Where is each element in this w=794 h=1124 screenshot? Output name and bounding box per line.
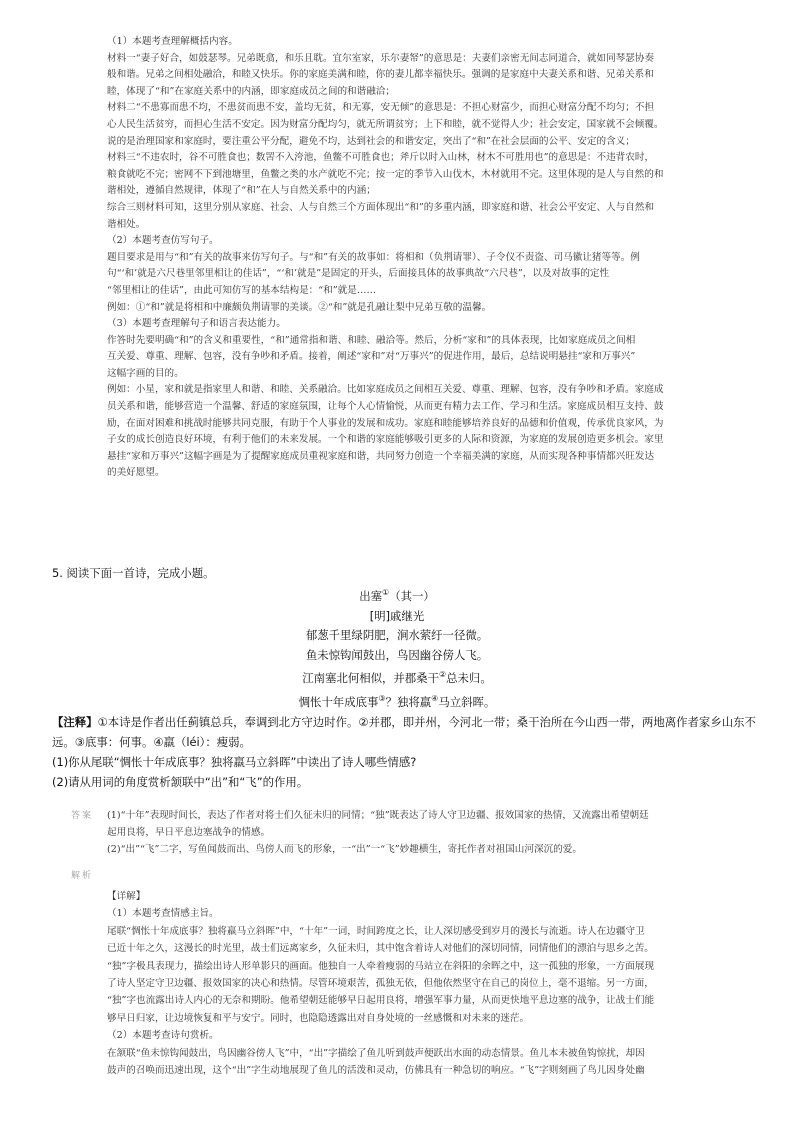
poem-text: 马立斜晖。 — [438, 694, 496, 709]
sub-question-2: (2)请从用词的角度赏析颔联中“出”和“飞”的作用。 — [52, 775, 309, 789]
notes-text: ①本诗是作者出任蓟镇总兵，奉调到北方守边时作。②并郡，即并州，今河北一带；桑干治所在今山西一带，两地离作者家乡山东不 — [97, 715, 756, 729]
answer-line: 作答时先要明确“和”的含义和重要性，“和”通常指和谐、和睦、融洽等。然后，分析“家和”的具体表现，比如家庭成员之间相 — [107, 334, 636, 346]
answer-line: 心人民生活贫穷，而担心生活不安定。因为财富分配均匀，就无所谓贫穷；上下和睦，就不觉得人少；社会安定，国家就不会倾覆。 — [107, 118, 664, 130]
poem-text: 江南塞北何相似，并郡桑干 — [302, 671, 439, 685]
answer-line: （3）本题考查理解句子和语言表达能力。 — [107, 318, 286, 330]
poem-line: 郁葱千里绿阴肥，涧水萦纡一径微。 — [305, 628, 489, 642]
answer-line: （2）本题考查仿写句子。 — [107, 235, 219, 247]
poem — [52, 583, 742, 712]
question-stem: 5. 阅读下面一首诗，完成小题。 — [52, 566, 215, 580]
answer-label: 答案 — [71, 811, 94, 821]
analysis-line: “独”字也流露出诗人内心的无奈和期盼。他希望朝廷能够早日起用良将，增强军事力量，从而更快地平息边塞的战争，让战士们能 — [107, 995, 655, 1007]
answer-line: 子女的成长创造良好环境，有利于他们的未来发展。一个和谐的家庭能够吸引更多的人际和资源，为家庭的发展创造更多机会。家里 — [107, 434, 664, 446]
analysis-line: 已近十年之久，这漫长的时光里，战士们远离家乡，久征未归，其中饱含着诗人对他们的深切同情，同情他们的漂泊与思乡之苦。 — [107, 943, 654, 955]
analysis-label: 解析 — [71, 871, 94, 881]
answer-line: 例如：①“和”就是将相和中廉颇负荆请罪的美谈。②“和”就是孔融让梨中兄弟互敬的温馨。 — [107, 301, 492, 313]
analysis-line: 够早日归家，让边境恢复和平与安宁。同时，也隐隐透露出对自身处境的一丝感慨和对未来的迷茫。 — [107, 1012, 530, 1024]
answer-line: “邻里相让的佳话”，由此可知仿写的基本结构是：“和”就是…… — [107, 284, 377, 296]
answer-line: 谐相处。 — [107, 218, 146, 230]
answer-line: (2)“出”“飞”二字，写鱼闻鼓而出、鸟傍人而飞的形象，一“出”一“飞”妙趣横生，寄托作者对祖国山河深沉的爱。 — [107, 844, 582, 855]
answer-line: 悬挂“家和万事兴”这幅字画是为了提醒家庭成员重视家庭和谐，共同努力创造一个幸福美满的家庭，从而实现各种事情都兴旺发达 — [107, 450, 655, 462]
answer-line: 句“‘和’就是六尺巷里邻里相让的佳话”，“‘和’就是”是固定的开头，后面接具体的故事典故“六尺巷”，以及对故事的定性 — [107, 268, 610, 280]
footnote-marker: ① — [382, 588, 390, 597]
poem-text: 惆怅十年成底事 — [298, 694, 379, 709]
poem-line — [52, 665, 742, 689]
answer-line: 谐相处，遵循自然规律，体现了“和”在人与自然关系中的内涵； — [107, 185, 376, 197]
sub-question-1: (1)你从尾联“惆怅十年成底事？独将羸马立斜晖”中读出了诗人哪些情感? — [52, 755, 417, 769]
analysis-line: “独”字极具表现力，描绘出诗人形单影只的画面。他独自一人牵着瘦弱的马站立在斜阳的余晖之中，这一孤独的形象，一方面展现 — [107, 960, 655, 972]
analysis-line: 鼓声的召唤而迅速出现，这个“出”字生动地展现了鱼儿的活泼和灵动，仿佛具有一种急切的响应。“飞”字则刻画了鸟儿因身处幽 — [107, 1065, 645, 1077]
footnote-marker: ④ — [431, 693, 439, 703]
poem-author: [明]戚继光 — [369, 608, 425, 623]
analysis-section — [107, 888, 729, 1079]
question-5 — [52, 563, 756, 792]
answer-line: 睦，体现了“和”在家庭关系中的内涵，即家庭成员之间的和谐融洽； — [107, 85, 396, 97]
answer-line: 说的是治理国家和家庭时，要注重公平分配，避免不均，达到社会的和谐安定，突出了“和”在社会层面的公平、安定的含义； — [107, 135, 635, 147]
answer-line: （1）本题考查理解概括内容。 — [107, 36, 238, 47]
answer-line: 般和谐。兄弟之间相处融洽，和睦又快乐。你的家庭美满和睦，你的妻儿都幸福快乐。强调的是家庭中夫妻关系和谐、兄弟关系和 — [107, 69, 654, 81]
poem-title: 出塞 — [359, 589, 383, 603]
answer-line: 这幅字画的目的。 — [107, 367, 184, 379]
answer-section — [107, 807, 727, 858]
answer-line: 例如：小星，家和就是指家里人和谐、和睦、关系融洽。比如家庭成员之间相互关爱、尊重、理解、包容，没有争吵和矛盾。家庭成 — [107, 384, 664, 396]
answer-line: (1)“十年”表现时间长，表达了作者对将士们久征未归的同情；“独”既表达了诗人守卫边疆、报效国家的热情，又流露出希望朝廷 — [107, 810, 649, 821]
analysis-line: 在颔联“鱼未惊钩闻鼓出，鸟因幽谷傍人飞”中，“出”字描绘了鱼儿听到鼓声便跃出水面的动态情景。鱼儿本未被鱼钩惊扰，却因 — [107, 1047, 645, 1059]
poem-text: ？独将羸 — [385, 694, 432, 709]
analysis-line: 【详解】 — [107, 891, 146, 902]
answer-line: 的美好愿望。 — [107, 467, 165, 479]
answer-line: 励，在面对困难和挑战时能够共同克服，有助于个人事业的发展和成功。家庭和睦能够培养良好的品德和价值观，传承优良家风，为 — [107, 417, 664, 429]
poem-title-suffix: （其一） — [389, 589, 435, 603]
analysis-line: 尾联“惆怅十年成底事？独将羸马立斜晖”中，“十年”一词，时间跨度之长，让人深切感受到岁月的漫长与流逝。诗人在边疆守卫 — [107, 925, 645, 937]
poem-title-line — [52, 583, 742, 607]
poem-line — [52, 689, 742, 713]
answer-line: 粮食就吃不完；密网不下到池塘里，鱼鳖之类的水产就吃不完；按一定的季节入山伐木，木材就用不完。这里体现的是人与自然的和 — [107, 168, 664, 180]
answer-line: 题目要求是用与“和”有关的故事来仿写句子。与“和”有关的故事如：将相和（负荆请罪）、子令仪不责盗、司马徽让猪等等。例 — [107, 251, 640, 263]
analysis-line: （1）本题考查情感主旨。 — [107, 908, 219, 920]
answer-line: 起用良将，早日平息边塞战争的情感。 — [107, 827, 271, 838]
poem-line: 鱼未惊钩闻鼓出，鸟因幽谷傍人飞。 — [305, 647, 489, 662]
answer-line: 员关系和谐，能够营造一个温馨、舒适的家庭氛围，让每个人心情愉悦，从而更有精力去工作、学习和生活。家庭成员相互支持、鼓 — [107, 401, 664, 413]
answer-line: 材料二“不患寡而患不均，不患贫而患不安，盖均无贫，和无寡，安无倾”的意思是：不担心财富少，而担心财富分配不均匀；不担 — [107, 102, 655, 114]
notes-text-continued: 远。③底事：何事。④羸（léi）：瘦弱。 — [52, 735, 251, 749]
answer-line: 综合三则材料可知，这里分别从家庭、社会、人与自然三个方面体现出“和”的多重内涵，即家庭和谐、社会公平安定、人与自然和 — [107, 201, 655, 213]
footnote-marker: ③ — [378, 693, 386, 703]
answer-line: 材料三“不违农时，谷不可胜食也；数罟不入洿池，鱼鳖不可胜食也；斧斤以时入山林，材木不可胜用也”的意思是：不违背农时， — [107, 152, 655, 164]
previous-question-answer — [107, 34, 719, 482]
footnote-marker: ② — [438, 670, 447, 679]
analysis-line: 了诗人坚定守卫边疆、报效国家的决心和热情。尽管环境艰苦，孤独无依，但他依然坚守在自己的岗位上，毫不退缩。另一方面， — [107, 978, 654, 990]
poem-notes — [52, 712, 756, 732]
analysis-line: （2）本题考查诗句赏析。 — [107, 1030, 219, 1042]
answer-line: 材料一“妻子好合，如鼓瑟琴。兄弟既翕，和乐且耽。宜尔室家，乐尔妻帑”的意思是：夫妻们亲密无间志同道合，就如同琴瑟协奏 — [107, 52, 655, 64]
answer-line: 互关爱、尊重、理解、包容，没有争吵和矛盾。接着，阐述“家和”对“万事兴”的促进作用，最后，总结说明悬挂“家和万事兴” — [107, 351, 636, 363]
notes-label: 【注释】 — [52, 715, 98, 729]
poem-text: 总未归。 — [446, 671, 492, 685]
